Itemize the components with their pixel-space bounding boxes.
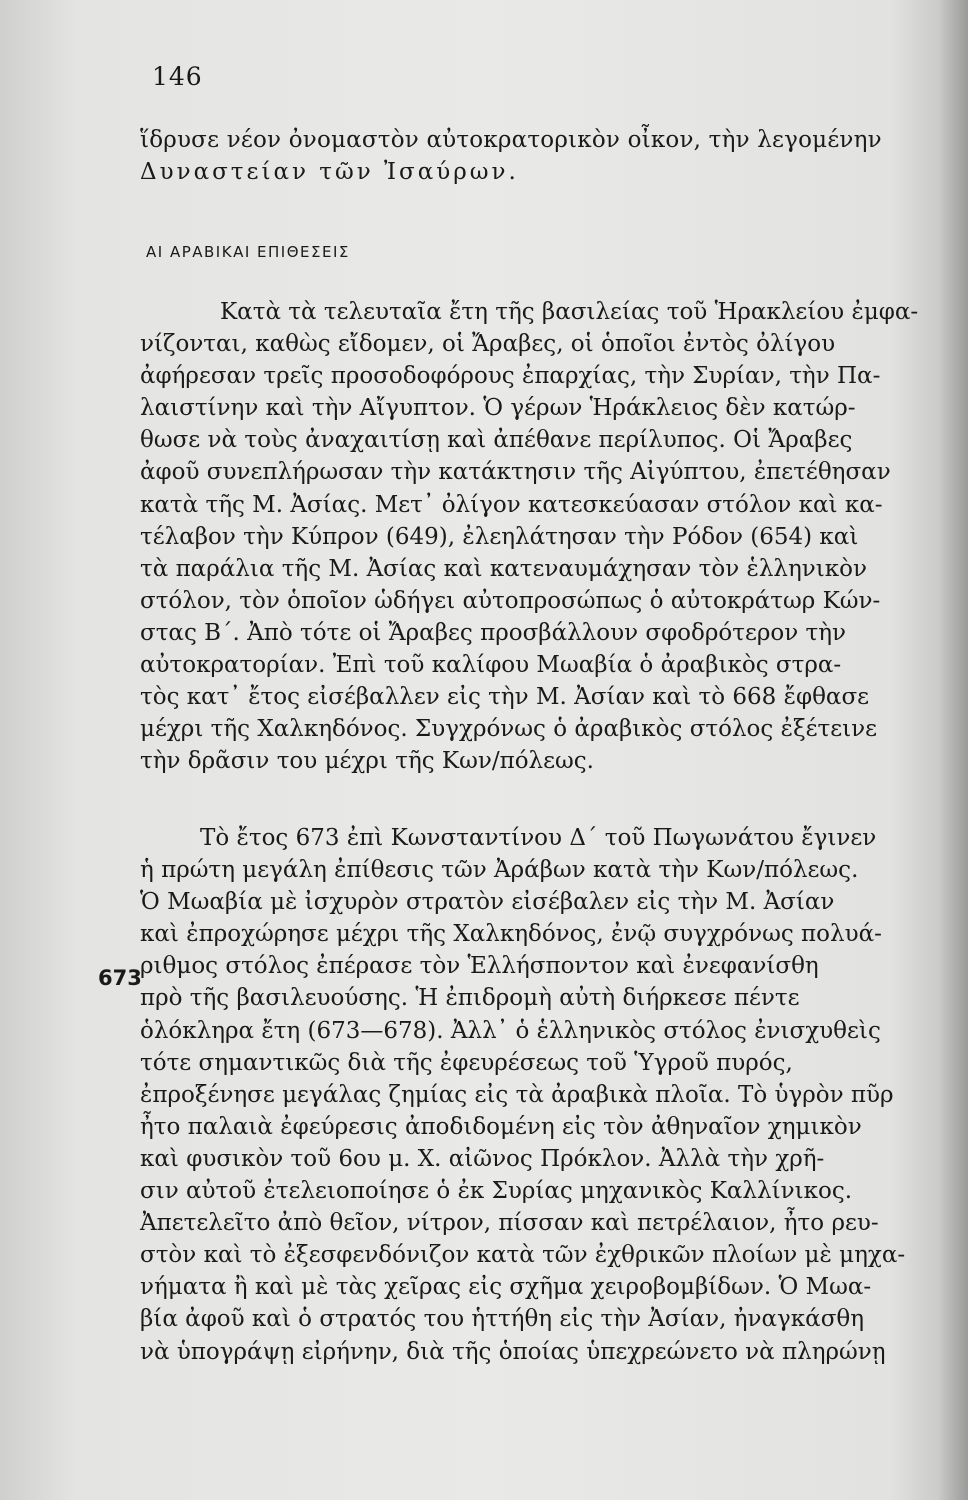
section-heading: ΑΙ ΑΡΑΒΙΚΑΙ ΕΠΙΘΕΣΕΙΣ — [146, 243, 350, 261]
paragraph-1 — [140, 296, 930, 777]
text-line: Ἀπετελεῖτο ἀπὸ θεῖον, νίτρον, πίσσαν καὶ πετρέλαιον, ἦτο ρευ- — [140, 1210, 879, 1237]
text-line: λαιστίνην καὶ τὴν Αἴγυπτον. Ὁ γέρων Ἡράκλειος δὲν κατώρ- — [140, 395, 856, 422]
text-line: στόλον, τὸν ὁποῖον ὡδήγει αὐτοπροσώπως ὁ αὐτοκράτωρ Κών- — [140, 587, 881, 614]
text-line: ἀφήρεσαν τρεῖς προσοδοφόρους ἐπαρχίας, τὴν Συρίαν, τὴν Πα- — [140, 363, 881, 390]
text-line: Τὸ ἔτος 673 ἐπὶ Κωνσταντίνου Δ΄ τοῦ Πωγωνάτου ἔγινεν — [200, 825, 877, 851]
text-line: κατὰ τῆς Μ. Ἀσίας. Μετ᾽ ὀλίγον κατεσκεύασαν στόλον καὶ κα- — [140, 491, 883, 518]
text-line: ἀφοῦ συνεπλήρωσαν τὴν κατάκτησιν τῆς Αἰγύπτου, ἐπετέθησαν — [140, 459, 891, 486]
text-line: ἡ πρώτη μεγάλη ἐπίθεσις τῶν Ἀράβων κατὰ τὴν Κων/πόλεως. — [140, 857, 859, 884]
text-line: ὁλόκληρα ἔτη (673—678). Ἀλλ᾽ ὁ ἑλληνικὸς στόλος ἐνισχυθεὶς — [140, 1017, 881, 1044]
intro-text — [140, 124, 930, 188]
text-line: μέχρι τῆς Χαλκηδόνος. Συγχρόνως ὁ ἀραβικὸς στόλος ἐξέτεινε — [140, 716, 878, 743]
text-line: ριθμος στόλος ἐπέρασε τὸν Ἑλλήσποντον καὶ ἐνεφανίσθη — [140, 953, 819, 980]
text-line: τέλαβον τὴν Κύπρον (649), ἐλεηλάτησαν τὴν Ρόδον (654) καὶ — [140, 523, 859, 550]
text-line: ἦτο παλαιὰ ἐφεύρεσις ἀποδιδομένη εἰς τὸν ἀθηναῖον χημικὸν — [140, 1113, 862, 1140]
text-line: νίζονται, καθὼς εἴδομεν, οἱ Ἄραβες, οἱ ὁποῖοι ἐντὸς ὀλίγου — [140, 331, 836, 358]
text-line: τὰ παράλια τῆς Μ. Ἀσίας καὶ κατεναυμάχησαν τὸν ἑλληνικὸν — [140, 555, 867, 582]
text-line: νήματα ἢ καὶ μὲ τὰς χεῖρας εἰς σχῆμα χειροβομβίδων. Ὁ Μωα- — [140, 1274, 872, 1301]
margin-year: 673 — [98, 966, 142, 990]
text-line: ἵδρυσε νέον ὀνομαστὸν αὐτοκρατορικὸν οἶκον, τὴν λεγομένην — [140, 127, 882, 153]
text-line: Δυναστείαν τῶν Ἰσαύρων. — [140, 159, 519, 186]
text-line: τότε σημαντικῶς διὰ τῆς ἐφευρέσεως τοῦ Ὑγροῦ πυρός, — [140, 1049, 793, 1076]
text-line: νὰ ὑπογράψῃ εἰρήνην, διὰ τῆς ὁποίας ὑπεχρεώνετο νὰ πληρώνῃ — [140, 1338, 886, 1365]
text-line: πρὸ τῆς βασιλευούσης. Ἡ ἐπιδρομὴ αὐτὴ διήρκεσε πέντε — [140, 985, 800, 1012]
text-line: στας Β΄. Ἀπὸ τότε οἱ Ἄραβες προσβάλλουν σφοδρότερον τὴν — [140, 619, 847, 646]
text-line: τὸς κατ᾽ ἔτος εἰσέβαλλεν εἰς τὴν Μ. Ἀσίαν καὶ τὸ 668 ἔφθασε — [140, 684, 870, 711]
paragraph-2 — [140, 822, 930, 1368]
text-line: βία ἀφοῦ καὶ ὁ στρατός του ἡττήθη εἰς τὴν Ἀσίαν, ἠναγκάσθη — [140, 1306, 865, 1333]
text-line: ἐπροξένησε μεγάλας ζημίας εἰς τὰ ἀραβικὰ πλοῖα. Τὸ ὑγρὸν πῦρ — [140, 1081, 894, 1108]
text-line: καὶ φυσικὸν τοῦ 6ου μ. Χ. αἰῶνος Πρόκλον. Ἀλλὰ τὴν χρῆ- — [140, 1145, 825, 1172]
text-line: στὸν καὶ τὸ ἐξεσφενδόνιζον κατὰ τῶν ἐχθρικῶν πλοίων μὲ μηχα- — [140, 1242, 906, 1269]
text-line: αὐτοκρατορίαν. Ἐπὶ τοῦ καλίφου Μωαβία ὁ ἀραβικὸς στρα- — [140, 652, 842, 679]
text-line: Ὁ Μωαβία μὲ ἰσχυρὸν στρατὸν εἰσέβαλεν εἰς τὴν Μ. Ἀσίαν — [140, 889, 835, 916]
page-number: 146 — [152, 62, 203, 91]
text-line: τὴν δρᾶσιν του μέχρι τῆς Κων/πόλεως. — [140, 748, 594, 775]
text-line: Κατὰ τὰ τελευταῖα ἔτη τῆς βασιλείας τοῦ Ἡρακλείου ἐμφα- — [220, 299, 919, 325]
page-edge-shadow — [938, 0, 968, 1500]
text-line: θωσε νὰ τοὺς ἀναχαιτίσῃ καὶ ἀπέθανε περίλυπος. Οἱ Ἄραβες — [140, 427, 853, 454]
text-line: καὶ ἐπροχώρησε μέχρι τῆς Χαλκηδόνος, ἐνῷ συγχρόνως πολυά- — [140, 921, 882, 948]
text-line: σιν αὐτοῦ ἐτελειοποίησε ὁ ἐκ Συρίας μηχανικὸς Καλλίνικος. — [140, 1178, 853, 1205]
